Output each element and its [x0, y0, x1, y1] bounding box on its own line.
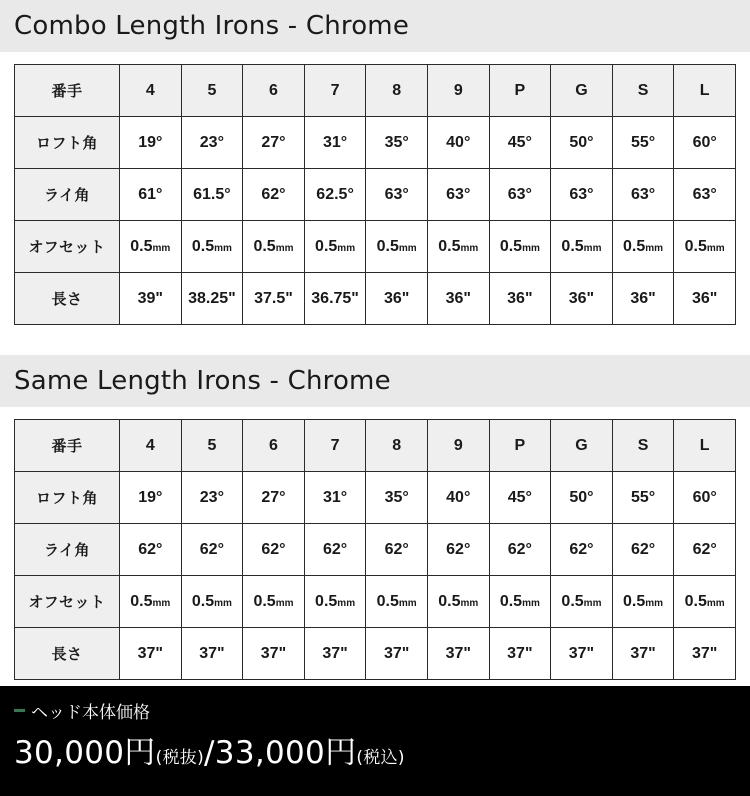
offset-unit: mm	[398, 597, 417, 609]
length-value: 36"	[612, 273, 674, 325]
club-header: P	[489, 65, 551, 117]
offset-value	[551, 221, 613, 273]
loft-value: 40°	[427, 117, 489, 169]
loft-value: 19°	[120, 117, 182, 169]
offset-value	[551, 576, 613, 628]
loft-value: 19°	[120, 472, 182, 524]
club-header: 4	[120, 420, 182, 472]
club-header: L	[674, 65, 736, 117]
club-header: G	[551, 420, 613, 472]
offset-unit: mm	[522, 242, 540, 254]
offset-number: 0.5	[561, 592, 584, 610]
offset-unit: mm	[706, 242, 725, 254]
offset-number: 0.5	[438, 592, 461, 610]
price-incl-tax: 33,000円	[214, 735, 357, 771]
table-row	[15, 628, 736, 680]
table-row	[15, 472, 736, 524]
lie-value: 62°	[243, 524, 305, 576]
offset-number: 0.5	[623, 237, 646, 255]
loft-value: 55°	[612, 117, 674, 169]
offset-unit: mm	[522, 597, 540, 609]
offset-unit: mm	[706, 597, 725, 609]
row-header-club-number: 番手	[15, 420, 120, 472]
section-spacer	[0, 325, 750, 355]
offset-number: 0.5	[253, 237, 276, 255]
length-value: 36"	[427, 273, 489, 325]
loft-value: 27°	[243, 117, 305, 169]
club-header: S	[612, 420, 674, 472]
row-header-offset: オフセット	[15, 576, 120, 628]
offset-unit: mm	[275, 242, 294, 254]
loft-value: 31°	[304, 117, 366, 169]
offset-unit: mm	[583, 597, 602, 609]
loft-value: 45°	[489, 117, 551, 169]
row-header-length: 長さ	[15, 628, 120, 680]
offset-number: 0.5	[191, 237, 215, 255]
offset-unit: mm	[214, 242, 232, 254]
loft-value: 50°	[551, 472, 613, 524]
length-value: 37"	[612, 628, 674, 680]
loft-value: 45°	[489, 472, 551, 524]
length-value: 37"	[120, 628, 182, 680]
offset-number: 0.5	[130, 237, 153, 255]
section-header-combo-length	[0, 0, 750, 52]
length-value: 37.5"	[243, 273, 305, 325]
offset-number: 0.5	[315, 237, 338, 255]
loft-value: 55°	[612, 472, 674, 524]
price-value	[14, 727, 750, 772]
table-row	[15, 273, 736, 325]
club-header: 6	[243, 420, 305, 472]
price-separator: /	[204, 735, 215, 771]
offset-number: 0.5	[130, 592, 153, 610]
price-excl-tax-note: (税抜)	[155, 748, 205, 768]
lie-value: 63°	[427, 169, 489, 221]
club-header: P	[489, 420, 551, 472]
offset-unit: mm	[460, 597, 479, 609]
loft-value: 27°	[243, 472, 305, 524]
offset-number: 0.5	[376, 237, 399, 255]
price-label-row	[14, 698, 750, 723]
length-value: 39"	[120, 273, 182, 325]
offset-unit: mm	[337, 242, 356, 254]
table-row	[15, 169, 736, 221]
row-header-loft: ロフト角	[15, 117, 120, 169]
offset-value	[489, 221, 551, 273]
club-header: 9	[427, 65, 489, 117]
lie-value: 63°	[366, 169, 428, 221]
offset-value	[366, 221, 428, 273]
offset-value	[181, 221, 243, 273]
loft-value: 50°	[551, 117, 613, 169]
offset-unit: mm	[398, 242, 417, 254]
lie-value: 62°	[304, 524, 366, 576]
offset-number: 0.5	[253, 592, 276, 610]
section-title: Same Length Irons - Chrome	[14, 366, 391, 396]
offset-unit: mm	[460, 242, 479, 254]
row-header-club-number: 番手	[15, 65, 120, 117]
club-header: 7	[304, 65, 366, 117]
lie-value: 61°	[120, 169, 182, 221]
offset-unit: mm	[583, 242, 602, 254]
offset-number: 0.5	[499, 237, 523, 255]
offset-number: 0.5	[438, 237, 461, 255]
table-row	[15, 65, 736, 117]
table-row	[15, 117, 736, 169]
lie-value: 61.5°	[181, 169, 243, 221]
offset-unit: mm	[152, 242, 171, 254]
lie-value: 62°	[612, 524, 674, 576]
spec-table-combo-length	[14, 64, 736, 325]
length-value: 37"	[674, 628, 736, 680]
lie-value: 62°	[181, 524, 243, 576]
offset-value	[674, 221, 736, 273]
lie-value: 62°	[551, 524, 613, 576]
spec-table-same-length	[14, 419, 736, 680]
table-row	[15, 420, 736, 472]
dash-marker-icon	[14, 709, 25, 712]
loft-value: 60°	[674, 117, 736, 169]
offset-unit: mm	[214, 597, 232, 609]
offset-value	[366, 576, 428, 628]
length-value: 36"	[489, 273, 551, 325]
lie-value: 63°	[612, 169, 674, 221]
length-value: 37"	[304, 628, 366, 680]
offset-value	[304, 576, 366, 628]
offset-number: 0.5	[376, 592, 399, 610]
club-header: 8	[366, 65, 428, 117]
lie-value: 63°	[551, 169, 613, 221]
section-title: Combo Length Irons - Chrome	[14, 11, 410, 41]
club-header: 6	[243, 65, 305, 117]
offset-unit: mm	[275, 597, 294, 609]
club-header: L	[674, 420, 736, 472]
club-header: 5	[181, 65, 243, 117]
row-header-loft: ロフト角	[15, 472, 120, 524]
length-value: 38.25"	[181, 273, 243, 325]
club-header: S	[612, 65, 674, 117]
offset-value	[181, 576, 243, 628]
offset-value	[612, 221, 674, 273]
row-header-length: 長さ	[15, 273, 120, 325]
loft-value: 35°	[366, 472, 428, 524]
row-header-lie: ライ角	[15, 524, 120, 576]
offset-number: 0.5	[623, 592, 646, 610]
offset-value	[243, 221, 305, 273]
table-row	[15, 221, 736, 273]
club-header: 8	[366, 420, 428, 472]
length-value: 37"	[243, 628, 305, 680]
offset-number: 0.5	[561, 237, 584, 255]
offset-number: 0.5	[684, 237, 707, 255]
length-value: 36.75"	[304, 273, 366, 325]
lie-value: 62°	[427, 524, 489, 576]
offset-value	[120, 576, 182, 628]
lie-value: 62°	[674, 524, 736, 576]
price-excl-tax: 30,000円	[14, 735, 156, 771]
length-value: 37"	[489, 628, 551, 680]
price-incl-tax-note: (税込)	[356, 748, 405, 768]
lie-value: 62°	[243, 169, 305, 221]
loft-value: 23°	[181, 472, 243, 524]
price-label: ヘッド本体価格	[31, 703, 150, 723]
section-header-same-length	[0, 355, 750, 407]
lie-value: 62.5°	[304, 169, 366, 221]
offset-number: 0.5	[315, 592, 338, 610]
club-header: 4	[120, 65, 182, 117]
offset-value	[427, 221, 489, 273]
loft-value: 40°	[427, 472, 489, 524]
offset-number: 0.5	[684, 592, 707, 610]
length-value: 37"	[551, 628, 613, 680]
club-header: G	[551, 65, 613, 117]
loft-value: 31°	[304, 472, 366, 524]
price-band	[0, 686, 750, 796]
lie-value: 63°	[674, 169, 736, 221]
table-row	[15, 524, 736, 576]
length-value: 36"	[551, 273, 613, 325]
loft-value: 23°	[181, 117, 243, 169]
offset-unit: mm	[645, 597, 664, 609]
offset-number: 0.5	[499, 592, 523, 610]
offset-value	[304, 221, 366, 273]
offset-unit: mm	[337, 597, 356, 609]
offset-value	[489, 576, 551, 628]
length-value: 37"	[366, 628, 428, 680]
loft-value: 35°	[366, 117, 428, 169]
loft-value: 60°	[674, 472, 736, 524]
spec-table-wrap-combo	[0, 64, 750, 325]
length-value: 36"	[674, 273, 736, 325]
spec-table-wrap-same	[0, 419, 750, 680]
club-header: 9	[427, 420, 489, 472]
club-header: 7	[304, 420, 366, 472]
offset-value	[612, 576, 674, 628]
table-row	[15, 576, 736, 628]
offset-value	[427, 576, 489, 628]
offset-number: 0.5	[191, 592, 215, 610]
length-value: 37"	[427, 628, 489, 680]
offset-value	[120, 221, 182, 273]
lie-value: 62°	[489, 524, 551, 576]
offset-value	[674, 576, 736, 628]
offset-value	[243, 576, 305, 628]
lie-value: 63°	[489, 169, 551, 221]
lie-value: 62°	[120, 524, 182, 576]
row-header-lie: ライ角	[15, 169, 120, 221]
length-value: 36"	[366, 273, 428, 325]
lie-value: 62°	[366, 524, 428, 576]
offset-unit: mm	[152, 597, 171, 609]
offset-unit: mm	[645, 242, 664, 254]
club-header: 5	[181, 420, 243, 472]
row-header-offset: オフセット	[15, 221, 120, 273]
length-value: 37"	[181, 628, 243, 680]
